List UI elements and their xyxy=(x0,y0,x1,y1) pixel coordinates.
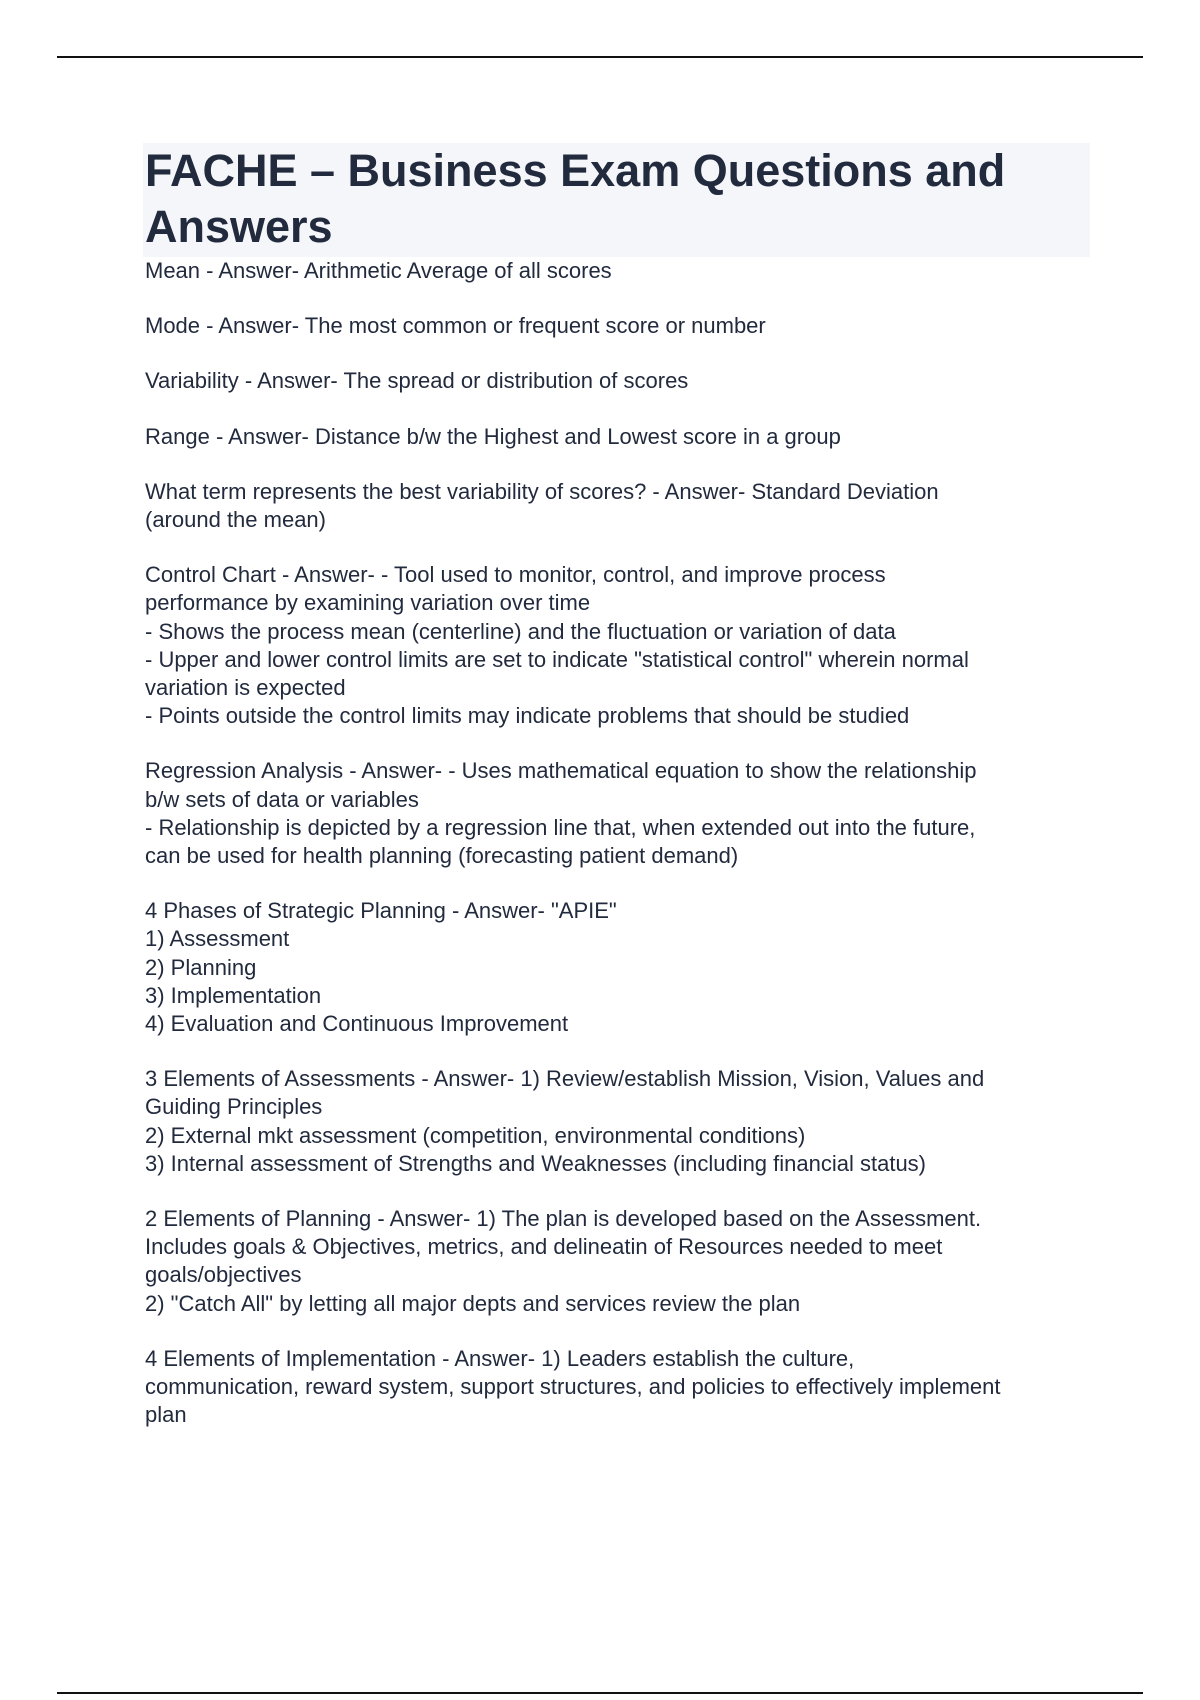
qa-entry-line: communication, reward system, support structures, and policies to effectively implement xyxy=(145,1374,1001,1400)
qa-entry-line: 2) Planning xyxy=(145,954,257,980)
qa-entry-line: 3 Elements of Assessments - Answer- 1) Review/establish Mission, Vision, Values and xyxy=(145,1066,985,1092)
qa-list xyxy=(145,257,1090,1457)
qa-entry-line: Mean - Answer- Arithmetic Average of all scores xyxy=(145,258,612,283)
qa-entry-line: 3) Internal assessment of Strengths and Weaknesses (including financial status) xyxy=(145,1150,926,1176)
qa-entry-line: - Relationship is depicted by a regression line that, when extended out into the future, xyxy=(145,814,976,840)
qa-entry xyxy=(145,897,1090,1038)
qa-entry xyxy=(145,757,1090,870)
qa-entry-line: 1) Assessment xyxy=(145,926,290,952)
qa-entry-line: Regression Analysis - Answer- - Uses mathematical equation to show the relationship xyxy=(145,758,977,784)
qa-entry-line: Control Chart - Answer- - Tool used to monitor, control, and improve process xyxy=(145,562,886,588)
qa-entry xyxy=(145,561,1090,730)
qa-entry-line: Mode - Answer- The most common or frequent score or number xyxy=(145,313,766,339)
qa-entry-line: b/w sets of data or variables xyxy=(145,786,419,812)
qa-entry-line: 4 Elements of Implementation - Answer- 1) Leaders establish the culture, xyxy=(145,1345,855,1371)
qa-entry-line: 2 Elements of Planning - Answer- 1) The plan is developed based on the Assessment. xyxy=(145,1206,982,1232)
qa-entry-line: - Upper and lower control limits are set to indicate "statistical control" wherein normal xyxy=(145,646,969,672)
qa-entry xyxy=(145,478,1090,534)
qa-entry-line: (around the mean) xyxy=(145,507,326,533)
qa-entry-line: can be used for health planning (forecasting patient demand) xyxy=(145,843,739,869)
qa-entry-line: plan xyxy=(145,1402,187,1428)
qa-entry-line: Includes goals & Objectives, metrics, and delineatin of Resources needed to meet xyxy=(145,1234,943,1260)
qa-entry xyxy=(145,1065,1090,1178)
qa-entry-line: performance by examining variation over time xyxy=(145,590,591,616)
qa-entry-line: Guiding Principles xyxy=(145,1094,323,1120)
footer-rule xyxy=(57,1692,1143,1694)
qa-entry-line: variation is expected xyxy=(145,675,346,701)
qa-entry-line: 3) Implementation xyxy=(145,982,322,1008)
qa-entry-line: Range - Answer- Distance b/w the Highest and Lowest score in a group xyxy=(145,423,841,449)
qa-entry-line: goals/objectives xyxy=(145,1262,302,1288)
qa-entry-line: 2) "Catch All" by letting all major depts and services review the plan xyxy=(145,1290,801,1316)
qa-entry-line: 2) External mkt assessment (competition, environmental conditions) xyxy=(145,1122,806,1148)
qa-entry xyxy=(145,257,1090,285)
qa-entry xyxy=(145,1345,1090,1430)
qa-entry-line: 4) Evaluation and Continuous Improvement xyxy=(145,1011,569,1037)
qa-entry-line: 4 Phases of Strategic Planning - Answer- "APIE" xyxy=(145,898,617,924)
qa-entry xyxy=(145,367,1090,395)
qa-entry-line: What term represents the best variability of scores? - Answer- Standard Deviation xyxy=(145,478,939,504)
page-title: FACHE – Business Exam Questions and Answers xyxy=(143,143,1090,257)
qa-entry xyxy=(145,1205,1090,1318)
qa-entry xyxy=(145,423,1090,451)
header-rule xyxy=(57,56,1143,58)
qa-entry xyxy=(145,312,1090,340)
qa-entry-line: - Shows the process mean (centerline) and the fluctuation or variation of data xyxy=(145,618,896,644)
qa-entry-line: - Points outside the control limits may indicate problems that should be studied xyxy=(145,703,910,729)
qa-entry-line: Variability - Answer- The spread or distribution of scores xyxy=(145,368,689,394)
